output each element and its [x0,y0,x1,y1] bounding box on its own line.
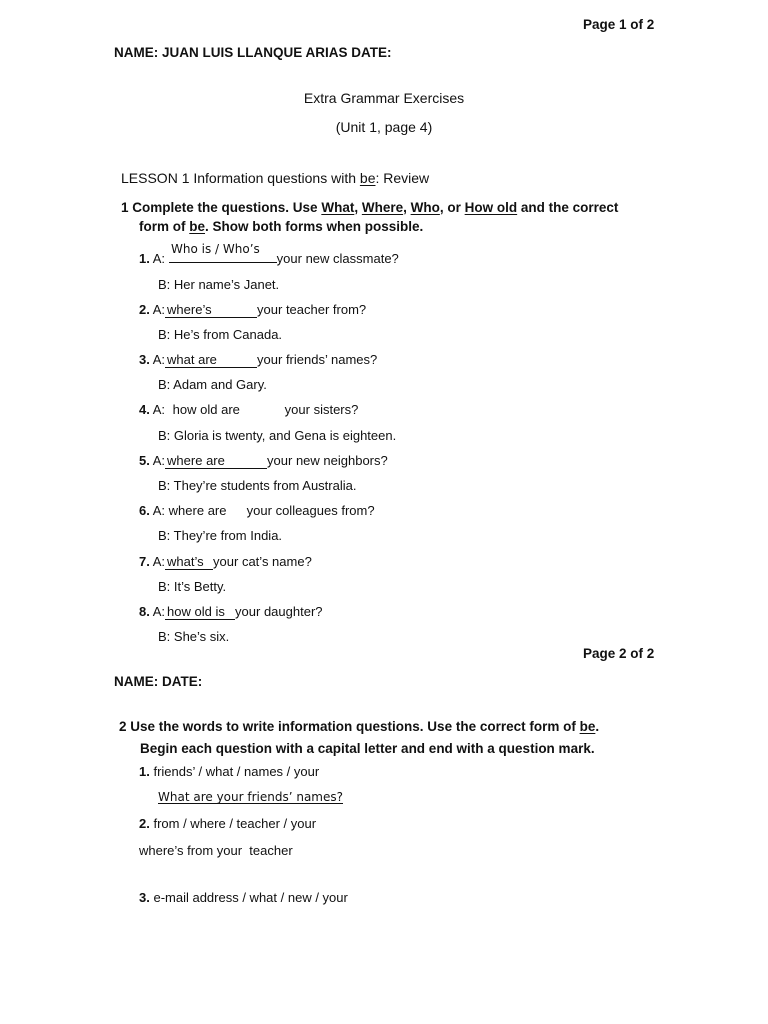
answer-blank[interactable] [169,261,277,263]
speaker-a: A: [152,503,166,518]
page-label: Page 2 of 2 [583,646,655,661]
instructions-1-line1 [121,200,618,215]
instructions-text: Complete the questions. Use [132,200,322,215]
speaker-a: A: [152,302,166,317]
instructions-number: 2 [119,719,127,734]
speaker-a: A: [152,453,166,468]
item-number: 5. [139,453,150,468]
comma: , [354,200,362,215]
item-number: 7. [139,554,150,569]
question-item-2 [139,302,366,318]
question-rest: your new neighbors? [267,453,388,468]
worksheet-title: Extra Grammar Exercises [303,90,465,106]
word-prompt: from / where / teacher / your [153,816,317,831]
item-number: 2. [139,302,150,317]
response-4: B: Gloria is twenty, and Gena is eighteen. [158,428,397,443]
speaker-a: A: [152,604,166,619]
prompt-item-1 [139,764,319,779]
response-6: B: They’re from India. [158,528,283,543]
question-rest: your new classmate? [276,251,399,266]
question-rest: your cat’s name? [213,554,312,569]
speaker-a: A: [152,352,166,367]
question-rest: your colleagues from? [246,503,375,518]
question-item-6 [139,503,375,518]
question-item-5 [139,453,388,469]
item-number: 1. [139,251,150,266]
answer-text: how old are [172,402,240,417]
answer-text: where are [168,503,227,518]
instructions-number: 1 [121,200,129,215]
written-answer-1[interactable]: What are your friends’ names? [158,790,343,804]
response-5: B: They’re students from Australia. [158,478,357,493]
worksheet-subtitle: (Unit 1, page 4) [335,119,433,135]
instructions-2-line1 [119,719,599,734]
item-number: 1. [139,764,150,779]
response-1: B: Her name’s Janet. [158,277,280,292]
lesson-key-word: be [359,170,376,186]
question-rest: your sisters? [284,402,359,417]
question-rest: your teacher from? [257,302,367,317]
question-item-1 [139,251,399,266]
item-number: 6. [139,503,150,518]
item-number: 2. [139,816,150,831]
instructions-2-line2: Begin each question with a capital letter and end with a question mark. [140,741,595,756]
word-prompt: e-mail address / what / new / your [153,890,348,905]
lesson-heading [121,170,429,186]
keyword-be: be [189,219,206,234]
keyword-who: Who [410,200,440,215]
word-prompt: friends’ / what / names / your [153,764,320,779]
instructions-text: form of [139,219,190,234]
question-item-3 [139,352,377,368]
answer-blank[interactable]: what are [165,354,257,368]
instructions-text: Use the words to write information questions. Use the correct form of [130,719,580,734]
written-answer-2[interactable]: where’s from your teacher [139,843,293,858]
prompt-item-2 [139,816,316,831]
answer-text: Who is / Who’s [171,242,260,256]
answer-blank[interactable]: how old is [165,606,235,620]
question-rest: your friends’ names? [257,352,378,367]
item-number: 4. [139,402,150,417]
instructions-text: and the correct [517,200,619,215]
instructions-text: . Show both forms when possible. [205,219,424,234]
keyword-what: What [321,200,355,215]
keyword-where: Where [361,200,404,215]
page-label: Page 1 of 2 [583,17,655,32]
keyword-how-old: How old [464,200,518,215]
response-3: B: Adam and Gary. [158,377,267,392]
question-rest: your daughter? [235,604,323,619]
response-7: B: It’s Betty. [158,579,227,594]
keyword-be: be [579,719,596,734]
answer-blank[interactable]: what’s [165,556,213,570]
lesson-suffix: : Review [375,170,430,186]
item-number: 3. [139,890,150,905]
answer-blank[interactable]: where’s [165,304,257,318]
response-2: B: He’s from Canada. [158,327,283,342]
item-number: 8. [139,604,150,619]
lesson-prefix: LESSON 1 Information questions with [121,170,360,186]
response-8: B: She’s six. [158,629,230,644]
prompt-item-3 [139,890,348,905]
conjunction: , or [439,200,465,215]
name-date-line: NAME: JUAN LUIS LLANQUE ARIAS DATE: [114,45,392,60]
instructions-1-line2 [139,219,423,234]
answer-blank[interactable]: where are [165,455,267,469]
speaker-a: A: [152,402,166,417]
name-date-line: NAME: DATE: [114,674,203,689]
comma: , [403,200,411,215]
item-number: 3. [139,352,150,367]
instructions-text: . [595,719,600,734]
question-item-4 [139,402,358,417]
question-item-7 [139,554,312,570]
speaker-a: A: [152,251,166,266]
question-item-8 [139,604,323,620]
speaker-a: A: [152,554,166,569]
